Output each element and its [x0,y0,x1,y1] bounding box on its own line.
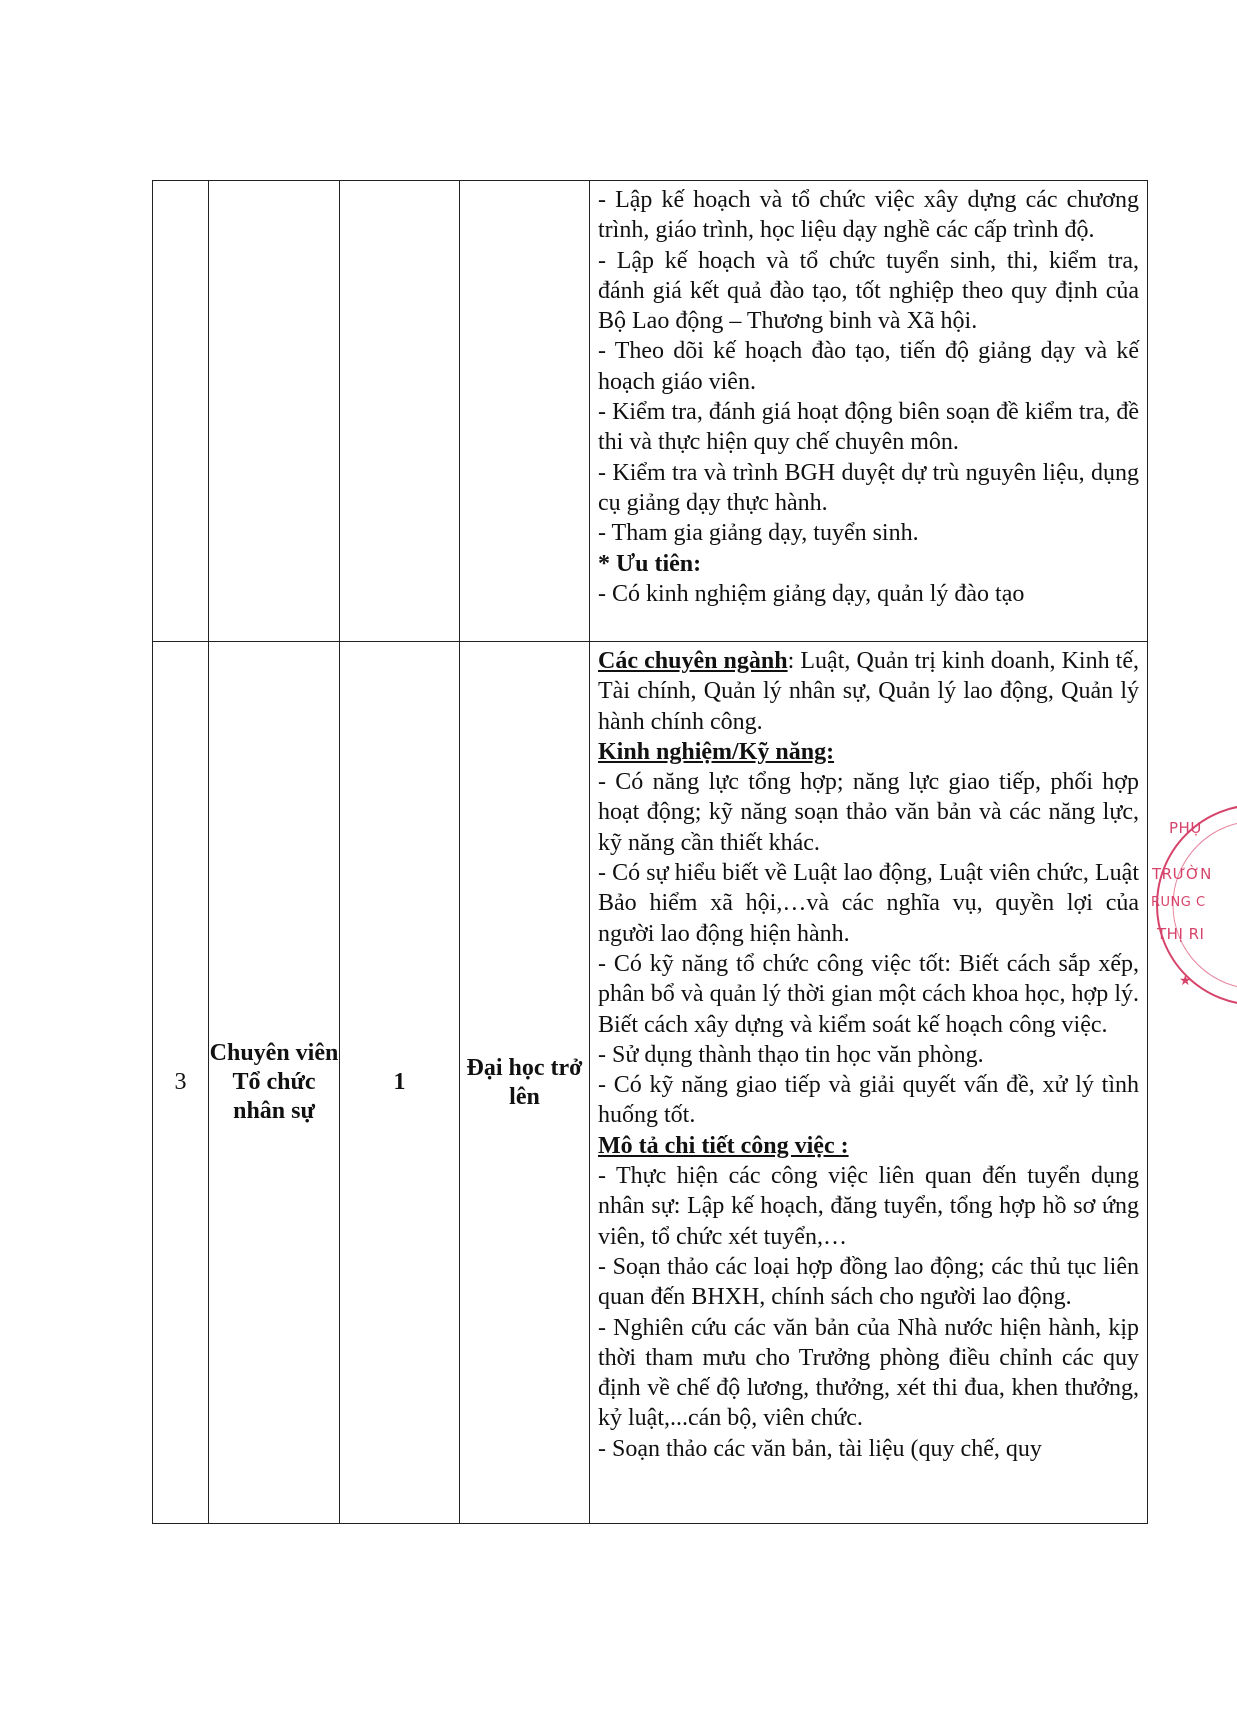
recruitment-table [152,180,1148,1524]
skills-heading: Kinh nghiệm/Kỹ năng: [598,738,835,765]
skill-line: - Có sự hiểu biết về Luật lao động, Luật viên chức, Luật Bảo hiểm xã hội,…và các nghĩa vụ, quyền lợi của người lao động hiện hành. [598,860,1139,947]
number-cell [153,181,209,642]
quantity-cell [340,181,460,642]
stamp-text: THỊ RI [1157,925,1205,943]
duty-line: - Kiểm tra, đánh giá hoạt động biên soạn đề kiểm tra, đề thi và thực hiện quy chế chuyên môn. [598,399,1139,456]
table-row [153,642,1148,1524]
description-cell [590,642,1148,1524]
duties-heading: Mô tả chi tiết công việc : [598,1132,849,1159]
duty-line: - Nghiên cứu các văn bản của Nhà nước hiện hành, kịp thời tham mưu cho Trưởng phòng điều chỉnh các quy định về chế độ lương, thưởng, xét thi đua, khen thưởng, kỷ luật,...cán bộ, viên chức. [598,1314,1139,1432]
skill-line: - Sử dụng thành thạo tin học văn phòng. [598,1041,984,1068]
duty-line: - Soạn thảo các văn bản, tài liệu (quy chế, quy [598,1435,1042,1462]
priority-line: - Có kinh nghiệm giảng dạy, quản lý đào tạo [598,580,1025,607]
skill-line: - Có năng lực tổng hợp; năng lực giao tiếp, phối hợp hoạt động; kỹ năng soạn thảo văn bản và các năng lực, kỹ năng cần thiết khác. [598,769,1139,856]
duty-line: - Soạn thảo các loại hợp đồng lao động; các thủ tục liên quan đến BHXH, chính sách cho người lao động. [598,1253,1139,1311]
duty-line: - Thực hiện các công việc liên quan đến tuyển dụng nhân sự: Lập kế hoạch, đăng tuyển, tổng hợp hồ sơ ứng viên, tổ chức xét tuyển,… [598,1163,1139,1250]
skill-line: - Có kỹ năng tổ chức công việc tốt: Biết cách sắp xếp, phân bổ và quản lý thời gian một cách khoa học, hợp lý. Biết cách xây dựng và kiểm soát kế hoạch công việc. [598,950,1139,1038]
majors-text: : Luật, Quản trị kinh doanh, Kinh tế, Tài chính, Quản lý nhân sự, Quản lý lao động, Quản lý hành chính công. [598,648,1140,735]
skill-line: - Có kỹ năng giao tiếp và giải quyết vấn đề, xử lý tình huống tốt. [598,1072,1139,1129]
red-stamp [1147,795,1237,1015]
description-cell [590,181,1148,642]
stamp-text: TRƯỜN [1152,865,1212,883]
number-cell: 3 [153,642,209,1524]
stamp-text: PHỤ [1169,819,1202,837]
duty-line: - Tham gia giảng dạy, tuyển sinh. [598,520,919,547]
education-cell: Đại học trở lên [460,642,590,1524]
majors-label: Các chuyên ngành [598,648,788,674]
star-icon: ★ [1179,973,1193,989]
duty-line: - Lập kế hoạch và tổ chức tuyển sinh, thi, kiểm tra, đánh giá kết quả đào tạo, tốt nghiệp theo quy định của Bộ Lao động – Thương binh và Xã hội. [598,247,1139,335]
duty-line: - Theo dõi kế hoạch đào tạo, tiến độ giảng dạy và kế hoạch giáo viên. [598,338,1139,395]
quantity-cell: 1 [340,642,460,1524]
education-cell [460,181,590,642]
priority-heading: * Ưu tiên: [598,550,702,577]
stamp-text: RUNG C [1151,895,1206,910]
duty-line: - Lập kế hoạch và tổ chức việc xây dựng các chương trình, giáo trình, học liệu dạy nghề các cấp trình độ. [598,187,1139,244]
majors-paragraph [598,646,1139,737]
duty-line: - Kiểm tra và trình BGH duyệt dự trù nguyên liệu, dụng cụ giảng dạy thực hành. [598,459,1139,516]
table-row [153,181,1148,642]
position-cell: Chuyên viên Tổ chức nhân sự [209,642,340,1524]
position-cell [209,181,340,642]
